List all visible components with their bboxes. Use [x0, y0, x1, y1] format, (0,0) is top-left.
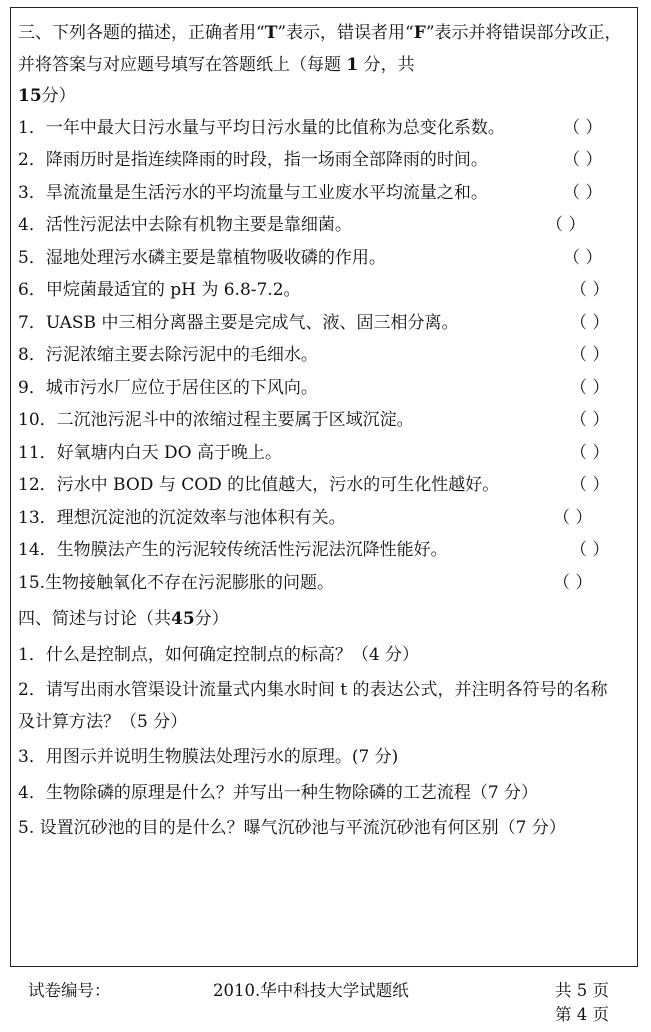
section3-total: 15: [18, 86, 42, 106]
question-text: 10．二沉池污泥斗中的浓缩过程主要属于区域沉淀。: [18, 410, 414, 430]
question-item: [18, 535, 628, 568]
section3-text-a: 三、下列各题的描述，正确者用“: [18, 23, 265, 43]
question-item: [18, 373, 628, 406]
question-text: 15.生物接触氧化不存在污泥膨胀的问题。: [18, 572, 335, 593]
essay-question: 5. 设置沉砂池的目的是什么？曝气沉砂池与平流沉砂池有何区别（7 分）: [18, 818, 566, 838]
question-item: [18, 113, 628, 146]
question-item: [18, 275, 628, 308]
section3-heading: [18, 18, 628, 113]
essay-question: 4．生物除磷的原理是什么？并写出一种生物除磷的工艺流程（7 分）: [18, 782, 539, 803]
section3-text-e: 分，共: [363, 54, 415, 75]
section4-heading: [18, 604, 628, 636]
question-text: 3．旱流流量是生活污水的平均流量与工业废水平均流量之和。: [18, 182, 488, 203]
answer-blank: （ ）: [546, 215, 586, 235]
section3-text-d: 错误部分改正，并将答案与对应题号填写在答题纸上（每题: [18, 23, 622, 75]
answer-blank: （ ）: [553, 572, 593, 593]
true-mark: T: [264, 23, 278, 43]
question-text: 6．甲烷菌最适宜的 pH 为 6.8-7.2。: [18, 280, 301, 300]
answer-blank: （ ）: [570, 475, 610, 495]
paper-title: 2010.华中科技大学试题纸: [213, 981, 409, 1000]
question-item: [18, 145, 628, 178]
total-pages: 共 5 页: [555, 981, 609, 1000]
answer-blank: （ ）: [563, 150, 603, 170]
question-item: [18, 308, 628, 341]
answer-blank: （ ）: [570, 280, 610, 300]
essay-question: 2．请写出雨水管渠设计流量式内集水时间 t 的表达公式，并注明各符号的名称及计算方法？（5 分）: [18, 680, 608, 732]
section4-heading-a: 四、简述与讨论（共: [18, 609, 171, 629]
answer-blank: （ ）: [570, 312, 610, 333]
answer-blank: （ ）: [563, 182, 603, 203]
question-item: [18, 210, 628, 243]
question-item: [18, 470, 628, 503]
points-each: 1: [346, 54, 359, 75]
question-text: 14．生物膜法产生的污泥较传统活性污泥法沉降性能好。: [18, 540, 448, 560]
question-text: 7．UASB 中三相分离器主要是完成气、液、固三相分离。: [18, 312, 459, 333]
answer-blank: （ ）: [570, 540, 610, 560]
section3-text-b: ”表示，错误者用“: [277, 23, 414, 43]
question-item: [18, 178, 628, 211]
question-text: 8．污泥浓缩主要去除污泥中的毛细水。: [18, 345, 318, 365]
essay-question: 3．用图示并说明生物膜法处理污水的原理。(7 分): [18, 747, 399, 767]
answer-blank: （ ）: [570, 345, 610, 365]
question-text: 11．好氧塘内白天 DO 高于晚上。: [18, 442, 283, 463]
question-text: 13．理想沉淀池的沉淀效率与池体积有关。: [18, 507, 346, 528]
question-item: [18, 568, 628, 601]
question-item: [18, 438, 628, 471]
current-page: 第 4 页: [555, 1005, 609, 1024]
question-text: 4．活性污泥法中去除有机物主要是靠细菌。: [18, 215, 352, 235]
question-text: 5．湿地处理污水磷主要是靠植物吸收磷的作用。: [18, 247, 386, 268]
section3-text-c: ”表示并将: [425, 23, 503, 43]
section4: [18, 604, 628, 845]
question-text: 12．污水中 BOD 与 COD 的比值越大，污水的可生化性越好。: [18, 475, 500, 495]
question-text: 2．降雨历时是指连续降雨的时段，指一场雨全部降雨的时间。: [18, 150, 488, 170]
section4-heading-b: 分）: [194, 609, 229, 629]
answer-blank: （ ）: [563, 247, 603, 268]
section3-text-f: 分）: [41, 86, 76, 106]
question-item: [18, 405, 628, 438]
answer-blank: （ ）: [553, 507, 593, 528]
question-item: [18, 340, 628, 373]
exam-content: [18, 18, 628, 845]
answer-blank: （ ）: [570, 442, 610, 463]
question-list: [18, 113, 628, 601]
question-item: [18, 243, 628, 276]
question-text: 1．一年中最大日污水量与平均日污水量的比值称为总变化系数。: [18, 117, 505, 138]
question-text: 9．城市污水厂应位于居住区的下风向。: [18, 377, 318, 398]
answer-blank: （ ）: [570, 410, 610, 430]
false-mark: F: [413, 23, 426, 43]
question-item: [18, 503, 628, 536]
answer-blank: （ ）: [563, 117, 603, 138]
section4-total: 45: [171, 609, 195, 629]
paper-number-label: 试卷编号：: [28, 981, 111, 1000]
essay-question: 1．什么是控制点，如何确定控制点的标高？（4 分）: [18, 644, 420, 665]
answer-blank: （ ）: [570, 377, 610, 398]
